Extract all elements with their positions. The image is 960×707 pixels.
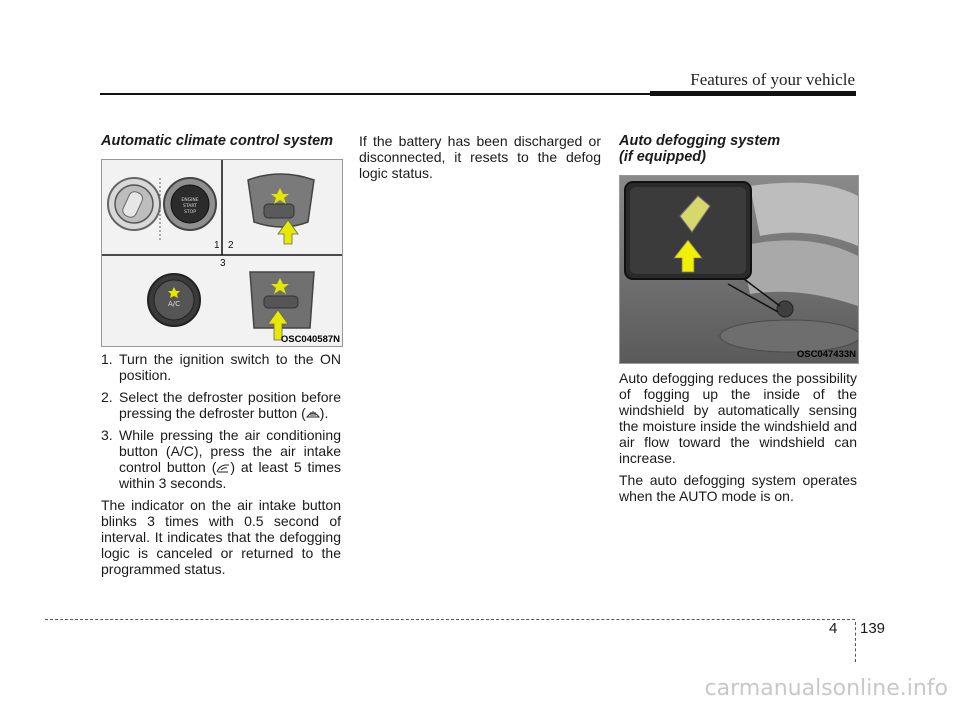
step-3-text-before: While pressing the air conditioning button (A/C), press the air intake control button ( [119,427,341,475]
defroster-icon [306,408,320,420]
step-3-number: 3. [101,427,113,443]
paragraph-indicator: The indicator on the air intake button blinks 3 times with 0.5 second of interval. It indicates that the defogging logic is canceled or returned to the programmed status. [101,497,341,577]
column-right [619,133,857,165]
step-2-number: 2. [101,389,113,405]
svg-text:ENGINE: ENGINE [181,198,199,203]
column-left [101,133,341,149]
step-3 [101,427,341,491]
svg-text:START: START [183,204,197,209]
column-middle [359,133,601,187]
section-title-auto-defog: Auto defogging system [619,133,781,149]
figure-label-left: OSC040587N [280,334,340,345]
watermark-text: carmanualsonline.info [704,676,948,701]
climate-figure-illustration [102,160,342,346]
step-1-number: 1. [101,351,113,367]
paragraph-auto-mode: The auto defogging system operates when the AUTO mode is on. [619,472,857,504]
air-intake-icon [216,462,230,474]
auto-defog-illustration [620,176,858,363]
callout-1: 1 [214,240,220,251]
step-1-text: Turn the ignition switch to the ON position. [119,351,341,383]
step-2-text-before: Select the defroster position before pressing the defroster button ( [119,389,341,421]
figure-auto-defog [619,175,859,364]
running-header: Features of your vehicle [690,70,855,89]
ac-knob-label: A/C [167,300,181,308]
header-bar [650,91,856,96]
instruction-steps [101,351,341,491]
callout-2: 2 [228,240,234,251]
step-3-text-after: ) at least 5 times within 3 seconds. [119,459,341,491]
column-right-body [619,370,857,510]
section-subtitle-if-equipped: (if equipped) [619,149,706,165]
chapter-number: 4 [829,620,838,637]
footer-dashed-rule [45,619,855,620]
callout-3: 3 [220,258,226,269]
figure-label-right: OSC047433N [796,349,856,360]
page-number-separator [855,622,856,662]
svg-text:STOP: STOP [184,210,196,215]
page-number: 139 [860,620,886,637]
step-2-text-after: ). [319,405,329,421]
step-2 [101,389,341,421]
figure-climate-control [101,159,343,347]
step-1 [101,351,341,383]
paragraph-auto-defog: Auto defogging reduces the possibility of fogging up the inside of the windshield by automatically sensing the moisture inside the windshield and air flow toward the windshield can increase. [619,370,857,466]
paragraph-battery: If the battery has been discharged or disconnected, it resets to the defog logic status. [359,133,601,181]
section-title-climate: Automatic climate control system [101,133,334,149]
column-left-body [101,351,341,577]
